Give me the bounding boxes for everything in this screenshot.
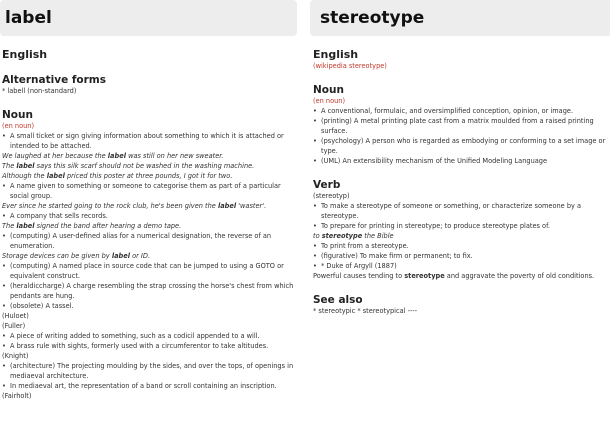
definition-item: • A name given to something or someone to categorise them as part of a particular social group. (2, 181, 298, 201)
citation-text: (Fairholt) (2, 392, 32, 400)
definition-item: • To prepare for printing in stereotype; to produce stereotype plates of. (313, 221, 606, 231)
definition-item: • A company that sells records. (2, 211, 298, 221)
verb-tag: (stereotyp) (313, 192, 350, 200)
see-also-heading: See also (313, 294, 363, 306)
usage-example: We laughed at her because the label was still on her new sweater. (2, 152, 224, 160)
entry-title: label (0, 0, 297, 36)
definition-item: • A piece of writing added to something, such as a codicil appended to a will. (2, 331, 298, 341)
verb-heading: Verb (313, 179, 341, 191)
citation-text: (Knight) (2, 352, 29, 360)
definition-item: • (heraldiccharge) A charge resembling the strap crossing the horse's chest from which pendants are hung. (2, 281, 298, 301)
definition-item: • (architecture) The projecting moulding by the sides, and over the tops, of openings in mediaeval architecture. (2, 361, 298, 381)
usage-example: to stereotype the Bible (313, 232, 394, 240)
noun-tag: (en noun) (2, 122, 35, 130)
definition-item: • (obsolete) A tassel. (2, 301, 298, 311)
see-also-text: * stereotypic * stereotypical ---- (313, 307, 418, 315)
definition-item: • (computing) A user-defined alias for a numerical designation, the reverse of an enumeration. (2, 231, 298, 251)
noun-heading: Noun (2, 109, 33, 121)
citation-text: Powerful causes tending to stereotype and aggravate the poverty of old conditions. (313, 272, 595, 280)
usage-example: The label says this silk scarf should not be washed in the washing machine. (2, 162, 255, 170)
usage-example: Ever since he started going to the rock club, he's been given the label 'waster'. (2, 202, 267, 210)
alt-forms-text: * labell (non-standard) (2, 87, 77, 95)
definition-item: • (UML) An extensibility mechanism of the Unified Modeling Language (313, 156, 606, 166)
noun-heading: Noun (313, 84, 344, 96)
definition-item: • In mediaeval art, the representation of a band or scroll containing an inscription. (2, 381, 298, 391)
left-entry (0, 0, 302, 401)
right-entry (310, 0, 610, 316)
language-heading: English (2, 48, 48, 61)
definition-item: • A brass rule with sights, formerly used with a circumferentor to take altitudes. (2, 341, 298, 351)
wikipedia-link[interactable]: (wikipedia stereotype) (313, 62, 387, 70)
alt-forms-heading: Alternative forms (2, 74, 106, 86)
definition-item: • (psychology) A person who is regarded as embodying or conforming to a set image or type. (313, 136, 606, 156)
entry-content (310, 48, 610, 316)
definition-item: • A conventional, formulaic, and oversimplified conception, opinion, or image. (313, 106, 606, 116)
usage-example: Although the label priced this poster at three pounds, I got it for two. (2, 172, 233, 180)
citation-text: (Fuller) (2, 322, 26, 330)
definition-item: • (computing) A named place in source code that can be jumped to using a GOTO or equivalent construct. (2, 261, 298, 281)
definition-list (313, 201, 606, 281)
entry-content (0, 48, 302, 401)
citation-text: (Huloet) (2, 312, 29, 320)
usage-example: The label signed the band after hearing a demo tape. (2, 222, 182, 230)
definition-item: • (figurative) To make firm or permanent; to fix. (313, 251, 606, 261)
definition-list (2, 131, 298, 401)
definition-item: • To make a stereotype of someone or something, or characterize someone by a stereotype. (313, 201, 606, 221)
usage-example: Storage devices can be given by label or ID. (2, 252, 151, 260)
language-heading: English (313, 48, 359, 61)
noun-tag: (en noun) (313, 97, 346, 105)
entry-title: stereotype (310, 0, 610, 36)
definition-item: • To print from a stereotype. (313, 241, 606, 251)
definition-list (313, 106, 606, 166)
definition-item: • * Duke of Argyll (1887) (313, 261, 606, 271)
definition-item: • (printing) A metal printing plate cast from a matrix moulded from a raised printing surface. (313, 116, 606, 136)
definition-item: • A small ticket or sign giving information about something to which it is attached or intended to be attached. (2, 131, 298, 151)
